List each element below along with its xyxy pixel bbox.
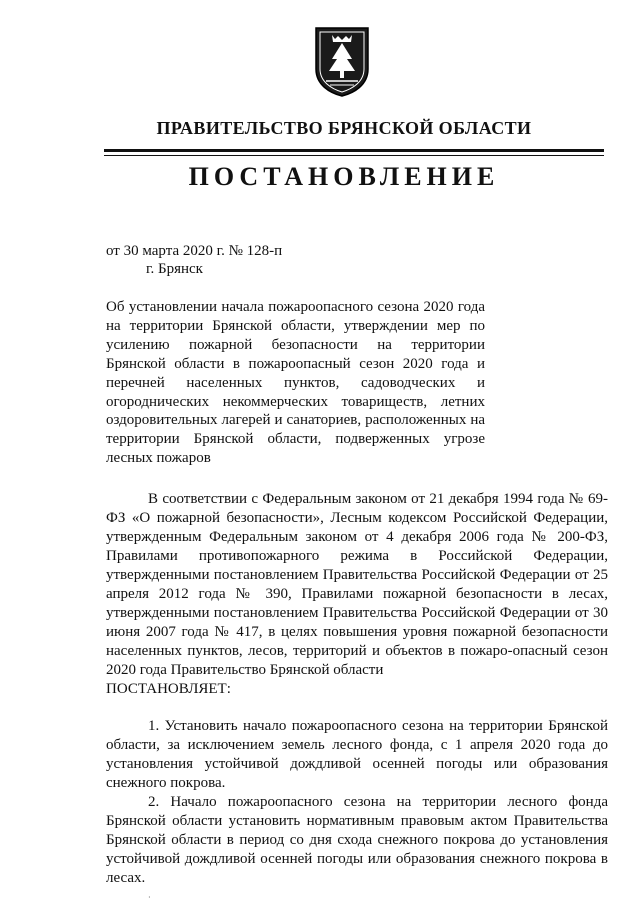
document-date-number: от 30 марта 2020 г. № 128-п — [106, 243, 283, 259]
document-city: г. Брянск — [146, 261, 203, 277]
document-type-title: ПОСТАНОВЛЕНИЕ — [188, 162, 500, 191]
header-rule-thin — [104, 155, 604, 156]
document-body — [106, 490, 608, 888]
decree-item-1: 1. Установить начало пожароопасного сезона на территории Брянской области, за исключением земель лесного фонда, с 1 апреля 2020 года до установления устойчивой дождливой осенней погоды или образования снежного покрова. — [106, 718, 608, 791]
decree-word: ПОСТАНОВЛЯЕТ: — [106, 681, 231, 697]
header-rule-thick — [104, 149, 604, 152]
document-subject: Об установлении начала пожароопасного сезона 2020 года на территории Брянской области, утверждении мер по усилению пожарной безопасности на территории Брянской области в пожароопасный сезон 2020 года и перечней населенных пунктов, садоводческих и огороднических некоммерческих товариществ, летних оздоровительных лагерей и санаториев, расположенных на территории Брянской области, подверженных угрозе лесных пожаров — [106, 299, 485, 467]
organization-title: ПРАВИТЕЛЬСТВО БРЯНСКОЙ ОБЛАСТИ — [156, 118, 532, 138]
preamble-paragraph: В соответствии с Федеральным законом от 21 декабря 1994 года № 69-ФЗ «О пожарной безопасности», Лесным кодексом Российской Федерации, утвержденным Федеральным законом от 4 декабря 2006 года № 200-ФЗ, Правилами противопожарного режима в Российской Федерации, утвержденными постановлением Правительства Российской Федерации от 25 апреля 2012 года № 390, Правилами пожарной безопасности в лесах, утвержденными постановлением Правительства Российской Федерации от 30 июня 2007 года № 417, в целях повышения уровня пожарной безопасности населенных пунктов, лесов, территорий и объектов в пожаро-опасный сезон 2020 года Правительство Брянской области — [106, 491, 608, 678]
bryansk-coat-of-arms-icon — [312, 25, 372, 97]
scan-mark: · — [148, 893, 151, 902]
decree-item-2: 2. Начало пожароопасного сезона на территории лесного фонда Брянской области установить нормативным правовым актом Правительства Брянской области в период со дня схода снежного покрова до установления устойчивой дождливой осенней погоды или образования снежного покрова в лесах. — [106, 794, 608, 886]
paragraph-gap — [106, 699, 608, 717]
